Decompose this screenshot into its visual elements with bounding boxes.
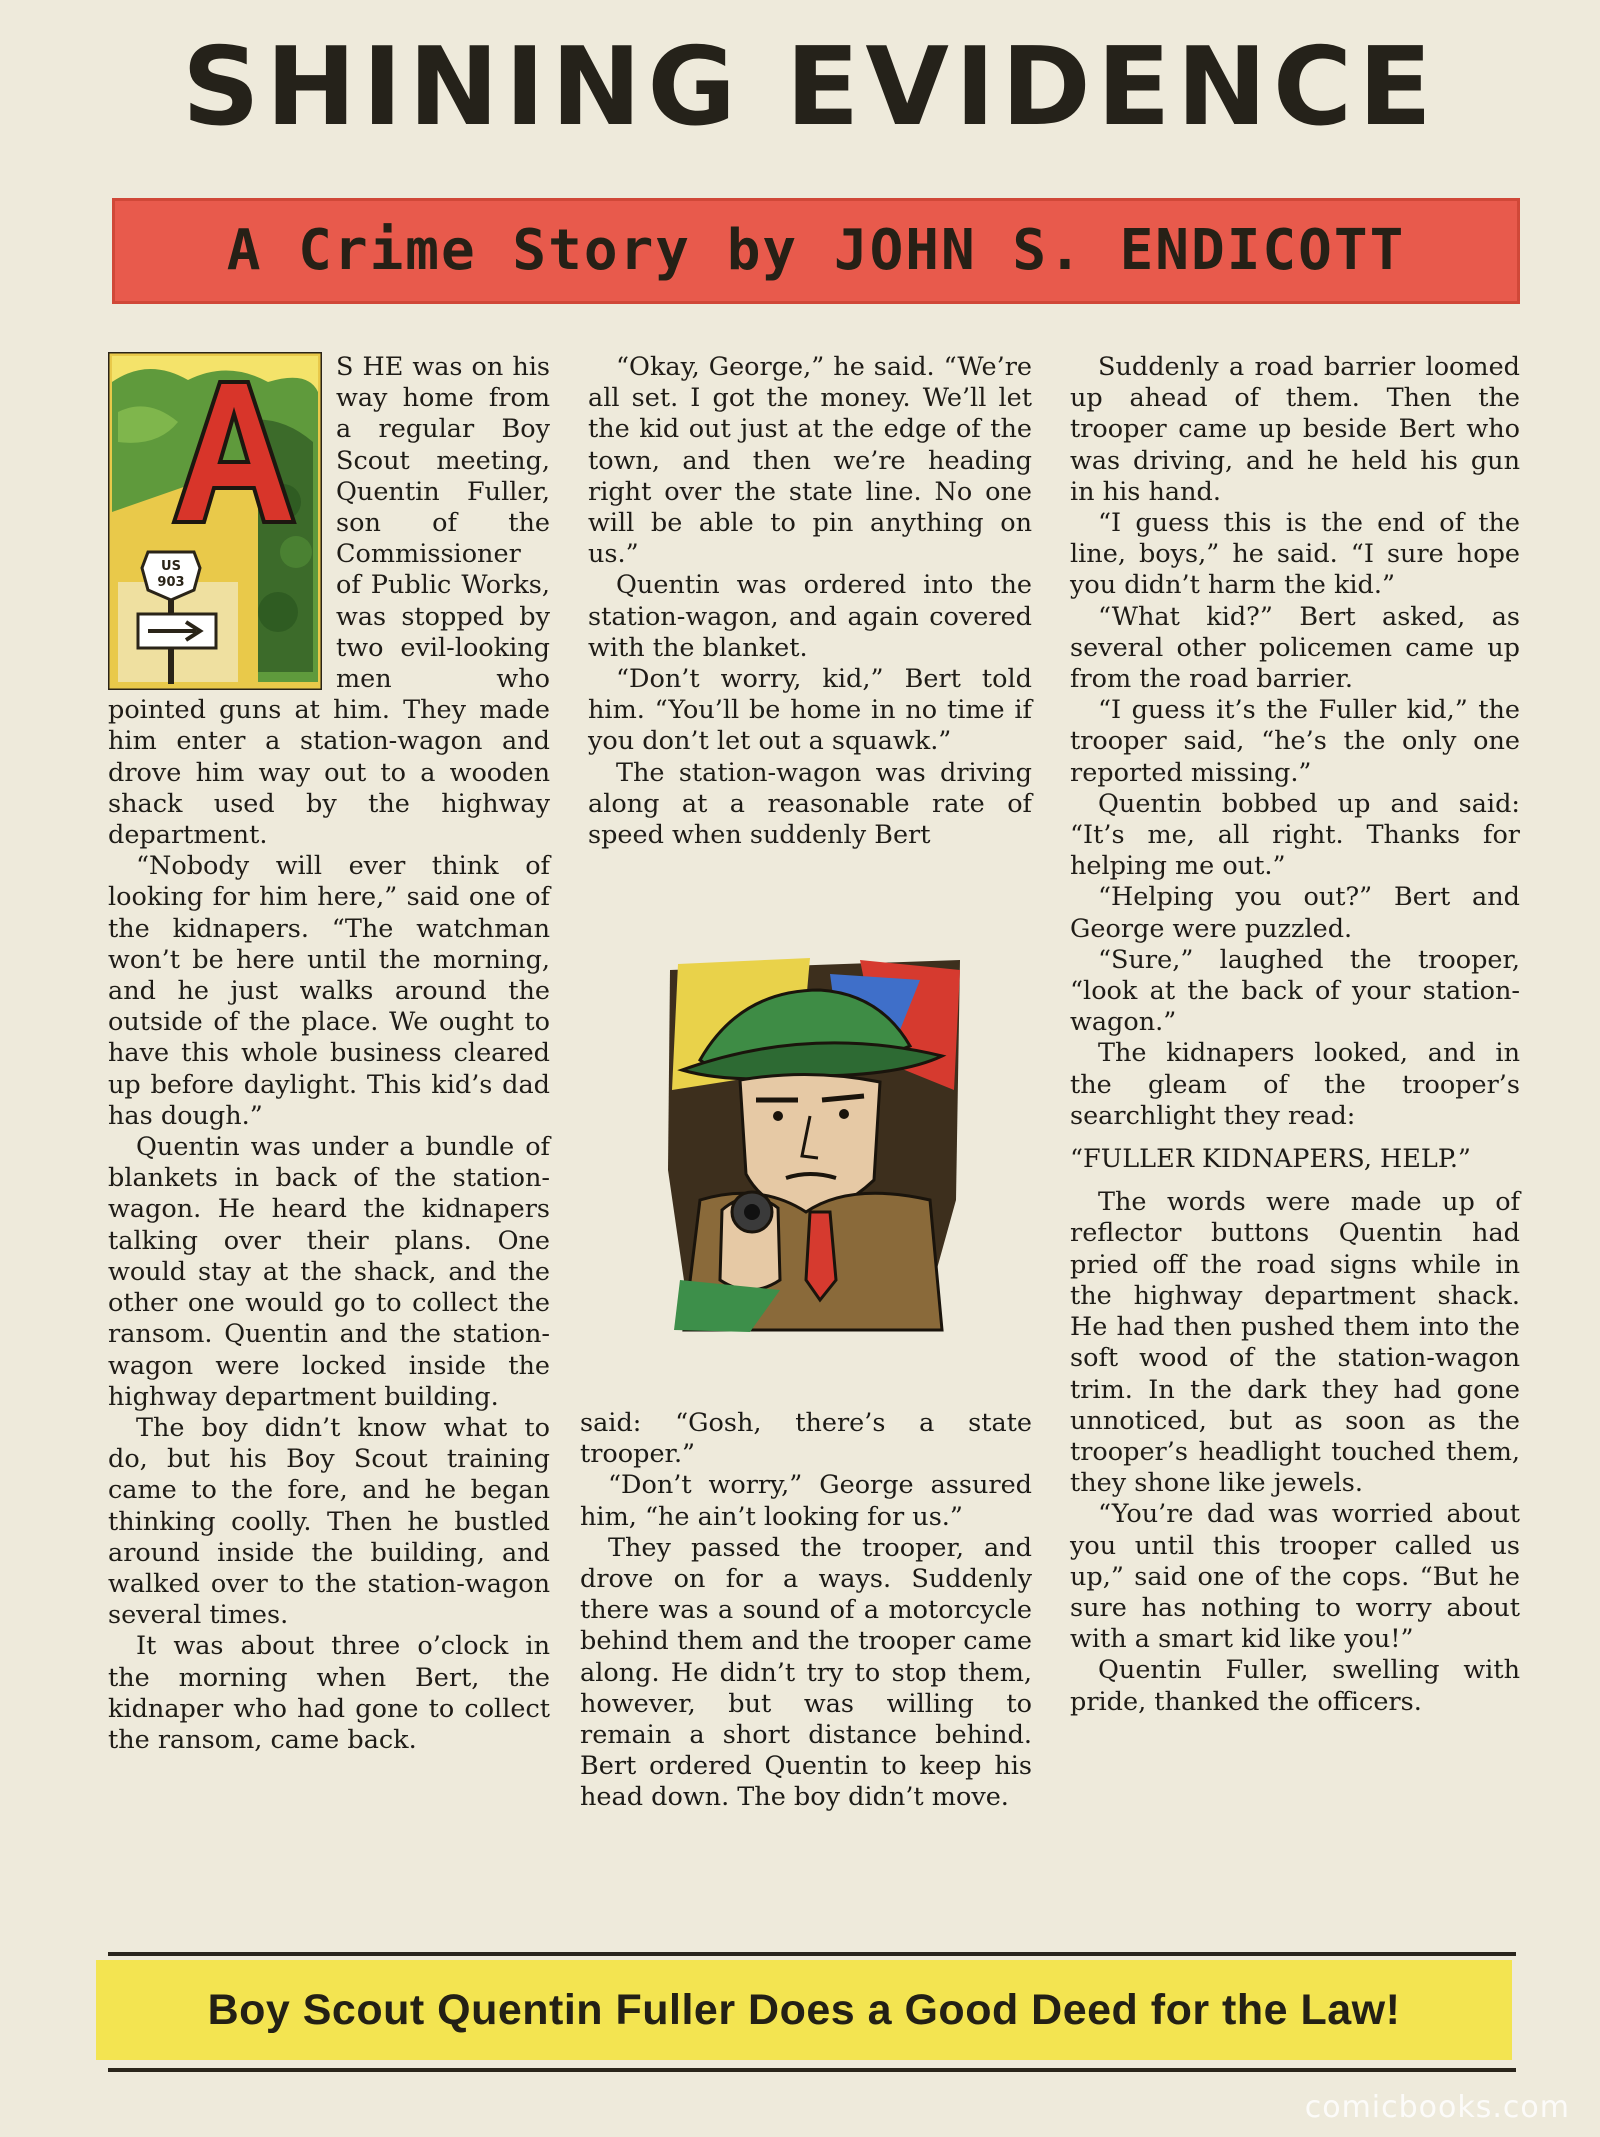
- footer-rule-top: [108, 1952, 1516, 1956]
- sign-number-text: 903: [157, 575, 185, 590]
- paragraph: “I guess it’s the Fuller kid,” the trooper said, “he’s the only one reported missing.”: [1070, 695, 1520, 788]
- story-title: SHINING EVIDENCE: [182, 25, 1438, 150]
- paragraph: Quentin Fuller, swelling with pride, thanked the officers.: [1070, 1655, 1520, 1717]
- paragraph: The station-wagon was driving along at a reasonable rate of speed when suddenly Bert: [588, 757, 1032, 851]
- gunman-image: [660, 950, 966, 1334]
- text-column-2-bottom: [580, 1408, 1032, 1814]
- drop-cap-illustration: [108, 352, 322, 690]
- paragraph: “I guess this is the end of the line, boys,” he said. “I sure hope you didn’t harm the kid.”: [1070, 508, 1520, 601]
- paragraph: “Sure,” laughed the trooper, “look at the back of your station-wagon.”: [1070, 944, 1520, 1038]
- paragraph: “Don’t worry, kid,” Bert told him. “You’ll be home in no time if you don’t let out a squawk.”: [588, 664, 1032, 757]
- paragraph: “Nobody will ever think of looking for him here,” said one of the kidnapers. “The watchman won’t be here until the morning, and he just walks around the outside of the place. We ought to have this whole business cleared up before daylight. This kid’s dad has dough.”: [108, 851, 550, 1131]
- paragraph: Quentin was ordered into the station-wagon, and again covered with the blanket.: [588, 570, 1032, 663]
- text-column-2-top: [588, 352, 1032, 851]
- paragraph: The kidnapers looked, and in the gleam of the trooper’s searchlight they read:: [1070, 1038, 1520, 1131]
- paragraph: S HE was on his way home from a regular Boy Scout meeting, Quentin Fuller, son of the Commissioner of Public Works, was stopped by two evil-looking men who pointed guns at him. They made him enter a station-wagon and drove him way out to a wooden shack used by the highway department.: [108, 352, 550, 851]
- paragraph: Quentin bobbed up and said: “It’s me, all right. Thanks for helping me out.”: [1070, 788, 1520, 882]
- footer-rule-bottom: [108, 2068, 1516, 2072]
- paragraph: The words were made up of reflector buttons Quentin had pried off the road signs while in the highway department shack. He had then pushed them into the soft wood of the station-wagon trim. In the dark they had gone unnoticed, but as soon as the trooper’s headlight touched them, they shone like jewels.: [1070, 1187, 1520, 1499]
- paragraph: “You’re dad was worried about you until this trooper called us up,” said one of the cops. “But he sure has nothing to worry about with a smart kid like you!”: [1070, 1499, 1520, 1655]
- byline-banner: [112, 198, 1520, 304]
- paragraph: “Don’t worry,” George assured him, “he ain’t looking for us.”: [580, 1470, 1032, 1532]
- footer-banner: [96, 1960, 1512, 2060]
- watermark: comicbooks.com: [1304, 2090, 1570, 2125]
- reflector-message: “FULLER KIDNAPERS, HELP.”: [1070, 1144, 1471, 1175]
- paragraph: said: “Gosh, there’s a state trooper.”: [580, 1408, 1032, 1470]
- paragraph: Quentin was under a bundle of blankets in back of the station-wagon. He heard the kidnapers talking over their plans. One would stay at the shack, and the other one would go to collect the ransom. Quentin and the station-wagon were locked inside the highway department building.: [108, 1132, 550, 1412]
- paragraph: “Helping you out?” Bert and George were puzzled.: [1070, 882, 1520, 944]
- paragraph: “What kid?” Bert asked, as several other policemen came up from the road barrier.: [1070, 601, 1520, 695]
- paragraph: It was about three o’clock in the morning when Bert, the kidnaper who had gone to collect the ransom, came back.: [108, 1631, 550, 1755]
- text-column-3: [1070, 352, 1520, 1718]
- byline-text: A Crime Story by JOHN S. ENDICOTT: [226, 218, 1406, 283]
- paragraph: The boy didn’t know what to do, but his Boy Scout training came to the fore, and he began thinking coolly. Then he bustled around inside the building, and walked over to the station-wagon several times.: [108, 1412, 550, 1631]
- paragraph: Suddenly a road barrier loomed up ahead of them. Then the trooper came up beside Bert who was driving, and he held his gun in his hand.: [1070, 352, 1520, 507]
- footer-tagline: Boy Scout Quentin Fuller Does a Good Deed for the Law!: [207, 1986, 1401, 2034]
- text-column-1: [108, 352, 550, 1756]
- gunman-illustration: [660, 950, 966, 1334]
- sign-us-text: US: [161, 559, 181, 574]
- paragraph: They passed the trooper, and drove on for a ways. Suddenly there was a sound of a motorcycle behind them and the trooper came along. He didn’t try to stop them, however, but was willing to remain a short distance behind. Bert ordered Quentin to keep his head down. The boy didn’t move.: [580, 1532, 1032, 1813]
- paragraph: “Okay, George,” he said. “We’re all set. I got the money. We’ll let the kid out just at the edge of the town, and then we’re heading right over the state line. No one will be able to pin anything on us.”: [588, 352, 1032, 570]
- road-sign-icon: [108, 352, 322, 690]
